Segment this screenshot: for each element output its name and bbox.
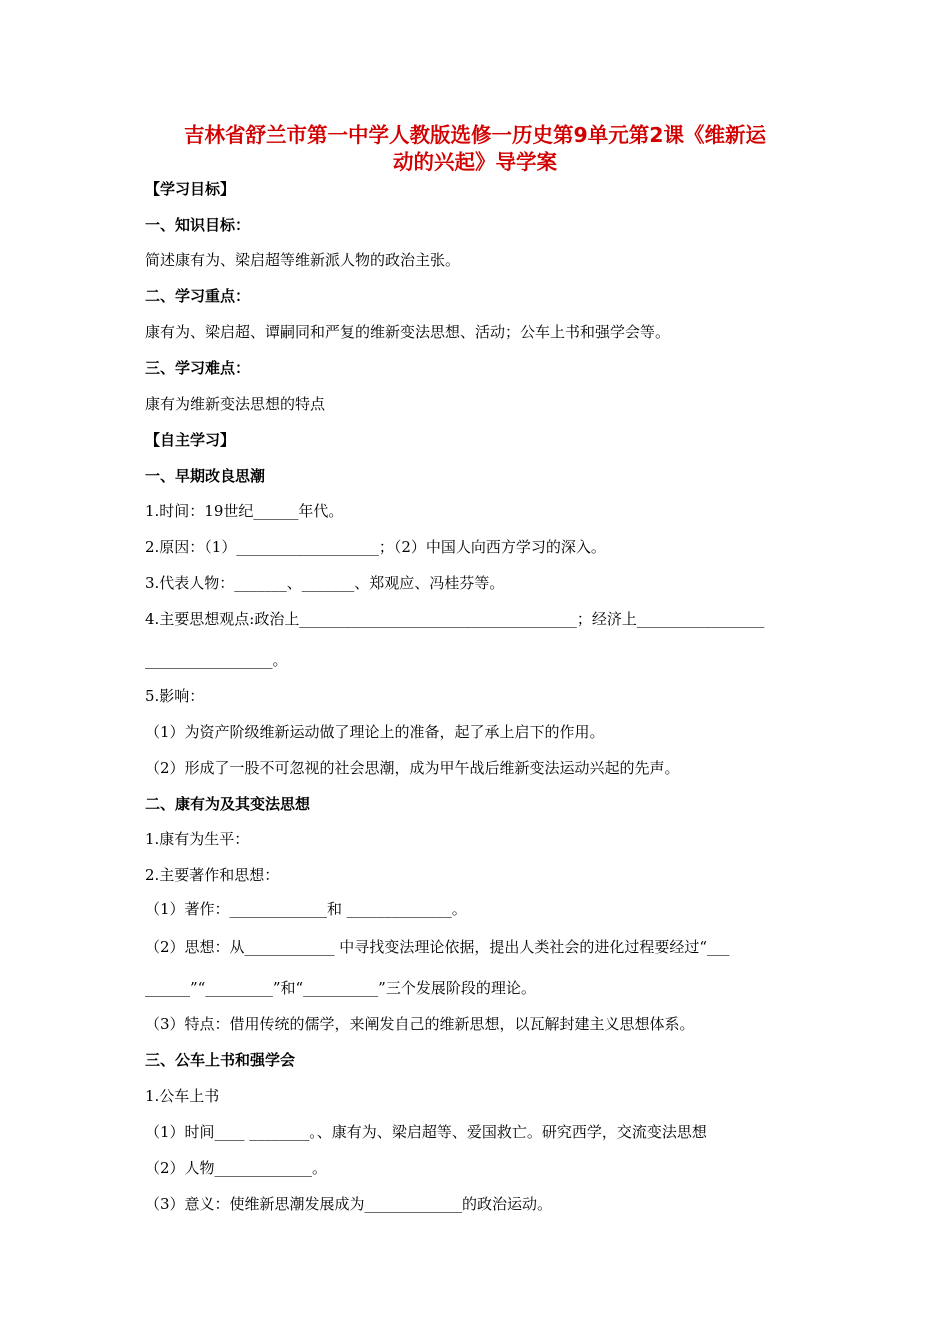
fill-in-item: （2）人物_____________。 <box>145 1159 328 1177</box>
heading-study-objectives: 【学习目标】 <box>145 180 236 198</box>
fill-in-item: ______”“_________”和“__________”三个发展阶段的理论。 <box>145 979 536 997</box>
paragraph: （3）特点：借用传统的儒学，来阐发自己的维新思想，以瓦解封建主义思想体系。 <box>145 1015 695 1033</box>
document-title <box>0 122 950 176</box>
title-line-2: 动的兴起》导学案 <box>393 150 557 174</box>
section-heading: 三、公车上书和强学会 <box>145 1051 296 1069</box>
fill-in-item: 3.代表人物：_______、_______、郑观应、冯桂芬等。 <box>145 574 505 592</box>
heading-knowledge-objective: 一、知识目标： <box>145 216 251 234</box>
paragraph: 1.康有为生平： <box>145 830 250 848</box>
title-line-1: 吉林省舒兰市第一中学人教版选修一历史第9单元第2课《维新运 <box>183 123 767 147</box>
fill-in-item: （2）思想：从____________ 中寻找变法理论依据，提出人类社会的进化过程要经过“___ <box>145 938 730 956</box>
paragraph: （1）为资产阶级维新运动做了理论上的准备，起了承上启下的作用。 <box>145 723 605 741</box>
heading-key-points: 二、学习重点： <box>145 287 251 305</box>
paragraph: 2.主要著作和思想： <box>145 866 280 884</box>
paragraph: 康有为维新变法思想的特点 <box>145 395 326 413</box>
paragraph: 简述康有为、梁启超等维新派人物的政治主张。 <box>145 251 461 269</box>
paragraph: （2）形成了一股不可忽视的社会思潮，成为甲午战后维新变法运动兴起的先声。 <box>145 759 680 777</box>
section-heading: 二、康有为及其变法思想 <box>145 795 311 813</box>
fill-in-item: （1）时间____ ________。、康有为、梁启超等、爱国救亡。研究西学，交流变法思想 <box>145 1123 707 1141</box>
paragraph: 康有为、梁启超、谭嗣同和严复的维新变法思想、活动；公车上书和强学会等。 <box>145 323 671 341</box>
fill-in-item: （3）意义：使维新思潮发展成为_____________的政治运动。 <box>145 1195 553 1213</box>
heading-self-study: 【自主学习】 <box>145 431 236 449</box>
fill-in-item: 4.主要思想观点:政治上_____________________________________；经济上_________________ <box>145 610 765 628</box>
heading-difficulties: 三、学习难点： <box>145 359 251 377</box>
section-heading: 一、早期改良思潮 <box>145 467 266 485</box>
fill-in-item: _________________。 <box>145 651 288 669</box>
paragraph: 1.公车上书 <box>145 1087 220 1105</box>
fill-in-item: （1）著作：_____________和 ______________。 <box>145 900 467 918</box>
paragraph: 5.影响： <box>145 687 205 705</box>
fill-in-item: 1.时间：19世纪______年代。 <box>145 502 344 520</box>
fill-in-item: 2.原因：（1）___________________；（2）中国人向西方学习的深入。 <box>145 538 606 556</box>
